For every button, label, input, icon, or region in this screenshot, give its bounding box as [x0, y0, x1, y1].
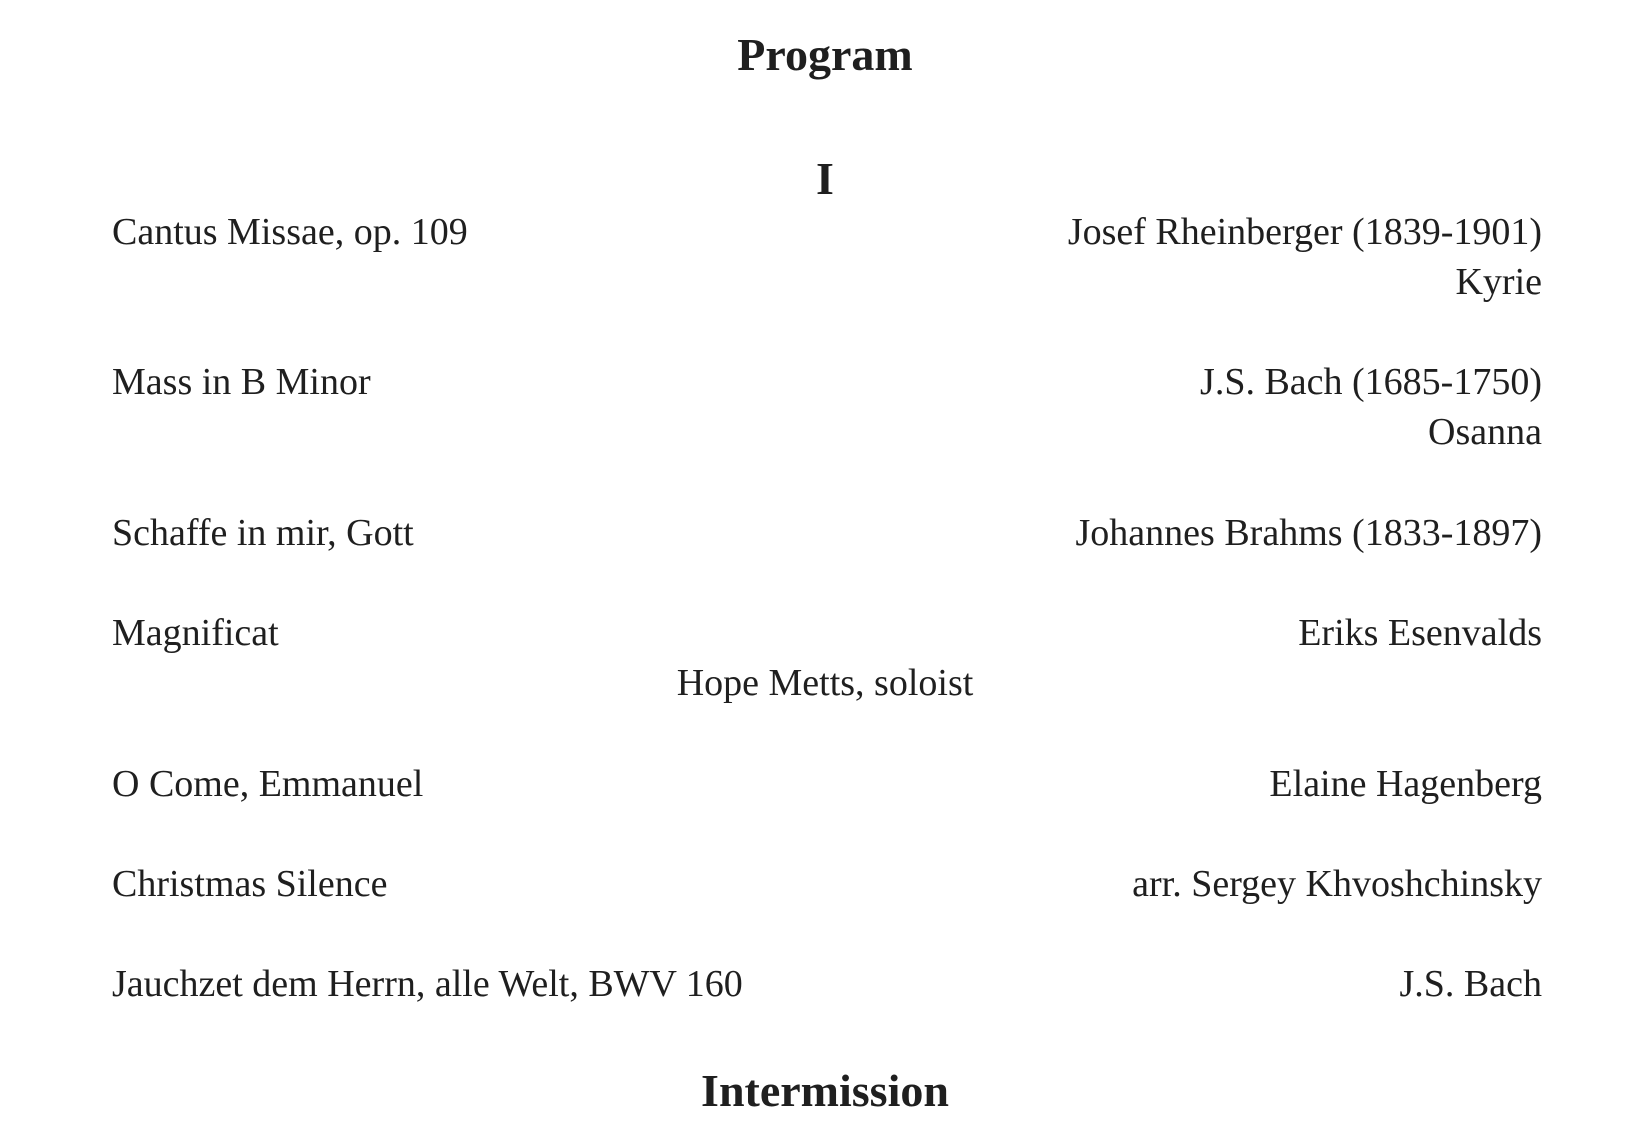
- piece-composer: Johannes Brahms (1833-1897): [1075, 512, 1542, 554]
- piece-soloist: Hope Metts, soloist: [676, 662, 974, 704]
- piece-composer: arr. Sergey Khvoshchinsky: [1132, 863, 1542, 905]
- piece-composer: Eriks Esenvalds: [1298, 612, 1542, 654]
- piece-title: Mass in B Minor: [112, 361, 371, 403]
- section-label: I: [816, 153, 834, 204]
- piece-composer: Josef Rheinberger (1839-1901): [1067, 211, 1542, 253]
- piece-title: Jauchzet dem Herrn, alle Welt, BWV 160: [112, 963, 743, 1005]
- piece-movement: Kyrie: [1455, 261, 1542, 303]
- program-title: Program: [737, 29, 913, 80]
- piece-composer: J.S. Bach (1685-1750): [1200, 361, 1542, 403]
- piece-title: Magnificat: [112, 612, 279, 654]
- piece-title: Christmas Silence: [112, 863, 388, 905]
- intermission-heading: Intermission: [701, 1065, 949, 1116]
- piece-composer: J.S. Bach: [1399, 963, 1542, 1005]
- piece-title: O Come, Emmanuel: [112, 763, 424, 805]
- piece-movement: Osanna: [1428, 411, 1542, 453]
- piece-title: Schaffe in mir, Gott: [112, 512, 414, 554]
- piece-composer: Elaine Hagenberg: [1269, 763, 1542, 805]
- piece-title: Cantus Missae, op. 109: [112, 211, 468, 253]
